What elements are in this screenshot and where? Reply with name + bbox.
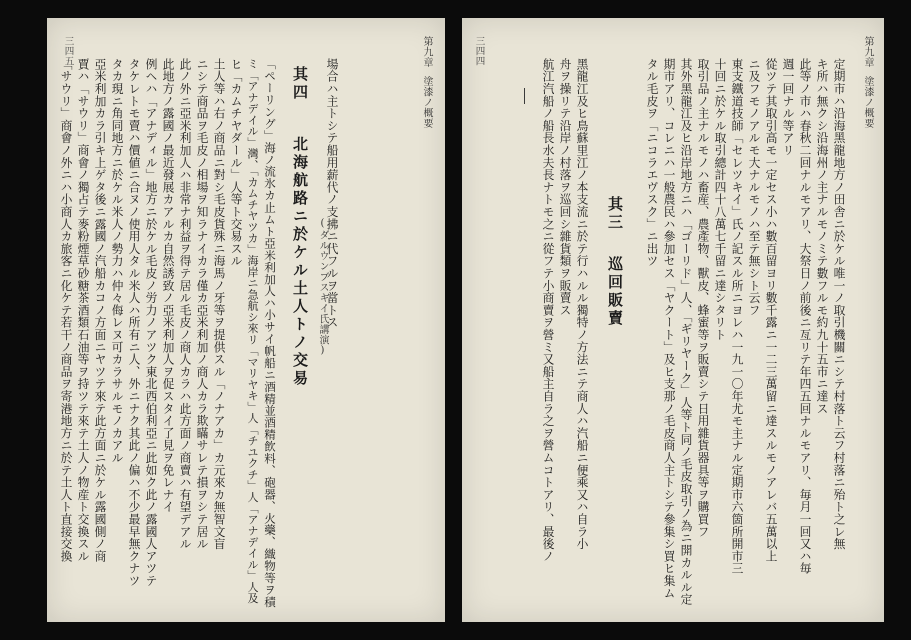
left-body-line: 例ヘハ「アナディル」地方ニ於ケル毛皮ノ労力ノアツク東北西伯利亞ニ此如ク此ノ露國人アツテ xyxy=(144,58,158,587)
left-body-line: ニシテ商品ヲ毛皮ノ相場ヲ知ラナイカラ僅カ亞米利加ノ商人カラ欺瞞サレテ損ヲシテ居ル xyxy=(195,58,209,550)
left-body-line: ミ「アナデイル」灣、「カムチヤツカ」海岸ニ急航シ來リ「マリヤキ」人「チユクチ」人「アナデイル」人及 xyxy=(246,58,259,604)
right-body-line: ニ及フモノアルモ大ナルモノハ至テ無シト云フ xyxy=(747,58,761,317)
left-body-line: 土人等ハ右ノ商品ニ對シ毛皮貨殊ニ海馬ノ牙等ヲ提供スル「ノナアカ」カ元來カ無智文盲 xyxy=(212,58,226,550)
right-section-title: 巡回販賣 xyxy=(606,256,624,328)
right-body-line: 黑龍江及ヒ鳥蘇里江ノ本支流ニ於テ行ハルル獨特ノ方法ニテ商人ハ汽船ニ便乘又ハ自ラ小 xyxy=(575,58,589,550)
right-body-line: タル毛皮ヲ「ニコラエヴスク」ニ出ツ xyxy=(645,58,659,268)
right-body-line: 東支鐵道技師「セレツキイ」氏ノ記スル所ニヨレハ一九一〇年尤モ主ナル定期市六箇所開市三 xyxy=(730,58,744,575)
left-body-line: ヒ「カムチヤダール」人等ト交易スル xyxy=(229,58,243,268)
left-section-title: 北海航路ニ於ケル土人トノ交易 xyxy=(291,136,309,388)
right-page xyxy=(462,18,884,622)
left-body-line: タケレトモ賣ハ價値ニ合ヌノ使用人タル米人ハ所有ニ人、外ニナク其此ノ偏ハ不少最早無クナツ xyxy=(127,58,141,587)
left-page-number: 三四五 xyxy=(62,36,74,66)
right-body-line: 此等ノ市ハ春秋二回ナルモアリ、大祭日ノ前後ニ亙リテ年四五回ナルモアリ、毎月一回又ハ毎 xyxy=(798,58,812,575)
left-body-line: 賈ハ「サウリ」商會ノ獨占テ麥粉煙草砂糖茶酒類石油等ヲ持ツテ來テ土人ノ物産ト交換スル xyxy=(76,58,90,563)
left-intro-line: 場合ハ主トシテ船用薪代ノ支拂ニ代フルヲ當トス xyxy=(325,58,339,329)
left-body-line: 此地方ノ露國ノ最近發展カアルカ自然誘致ノ亞米利加人ヲ促スタイ了見ヲ免レナイ xyxy=(161,58,175,514)
right-body-line: 週一回ナル等アリ xyxy=(781,58,795,157)
left-header-chapter: 第九章 xyxy=(421,36,432,68)
margin-mark xyxy=(524,88,525,104)
left-section-label: 其四 xyxy=(291,66,309,102)
left-body-line: 亞米利加カラ引キ上ゲタ後ニ露國ノ汽船カコノ方面ニヤツテ來テ此方面ニ於ケル露國側ノ商 xyxy=(93,58,107,563)
right-page-number: 三四四 xyxy=(473,36,485,66)
right-body-line: 其外黑龍江及ヒ沿岸地方ニハ「ゴーリド」人、「ギリヤーク」人等ト同ノ毛皮取引ノ為ニ開カルル定 xyxy=(679,58,693,606)
right-body-line: 期市アリ、コレニハ一般農民ハ參加セス「ヤクート」及ヒ支那ノ毛皮商人主トシテ參集シ買ヒ集ム xyxy=(662,58,676,600)
left-page xyxy=(47,18,445,622)
left-body-line: タカ現ニ角同地方ニ於ケル米人ノ勢力ハ仲々侮レヌ可カラサルモノカアル xyxy=(110,58,124,464)
left-body-line: 「ペーリング」海ノ流氷カ止ムト亞米利加人ハ小サイ帆船ニ酒精並酒精飲料、砲器、火藥、織物等ヲ積 xyxy=(263,58,277,608)
right-body-line: 舟ヲ操リテ沿岸ノ村落ヲ巡回シ雜貨類ヲ販賣ス xyxy=(558,58,572,317)
right-body-line: 航江汽船ノ船長水夫長ナトモ之ニ從フテ小商賣ヲ營ミ又船主自ラ之ヲ營ムコトアリ、最後ノ xyxy=(541,58,555,563)
right-section-label: 其三 xyxy=(606,196,624,232)
left-body-line: 此ノ外ニ亞米利加人ハ非常ナ利益ヲ得テ居ル毛皮ノ商人カラハ此方面ノ商賣ハ有望デアル xyxy=(178,58,192,550)
left-body-line: 「サウリ」商會ノ外ニハ小商人カ旅客ニ化ケテ若干ノ商品ヲ寄港地方ニ於テ土人ト直接交換 xyxy=(59,58,73,563)
right-body-line: キ所ハ無クシ沿海州ノ主ナルモノミテ數フルモ約九十五市ニ達ス xyxy=(815,58,829,415)
right-body-line: 定期市ハ沿海黑龍地方ノ田舎ニ於ケル唯一ノ取引機關ニシテ村落ト云フ村落ニ殆ト之レ無 xyxy=(832,58,846,550)
left-header-title: 塗漆ノ概要 xyxy=(421,76,432,129)
right-body-line: 從ツテ其取引高モ一定セス小ハ數百留ヨリ數千露ニ一二三萬留ニ達スルモノアレバ五萬以上 xyxy=(764,58,778,563)
right-header-chapter: 第九章 xyxy=(862,36,873,68)
right-body-line: 取引品ノ主ナルモノハ畜産、農產物、獸皮、蜂蜜等ヲ販賣シテ日用雜貨器具等ヲ購買フ xyxy=(696,58,710,538)
right-header-title: 塗漆ノ概要 xyxy=(862,76,873,129)
left-section-author: (ダルウンブスキイ氏講演) xyxy=(317,218,328,357)
right-body-line: 十回ニ於ケル取引總計四十八萬七千留ニ達シタリト xyxy=(713,58,727,341)
